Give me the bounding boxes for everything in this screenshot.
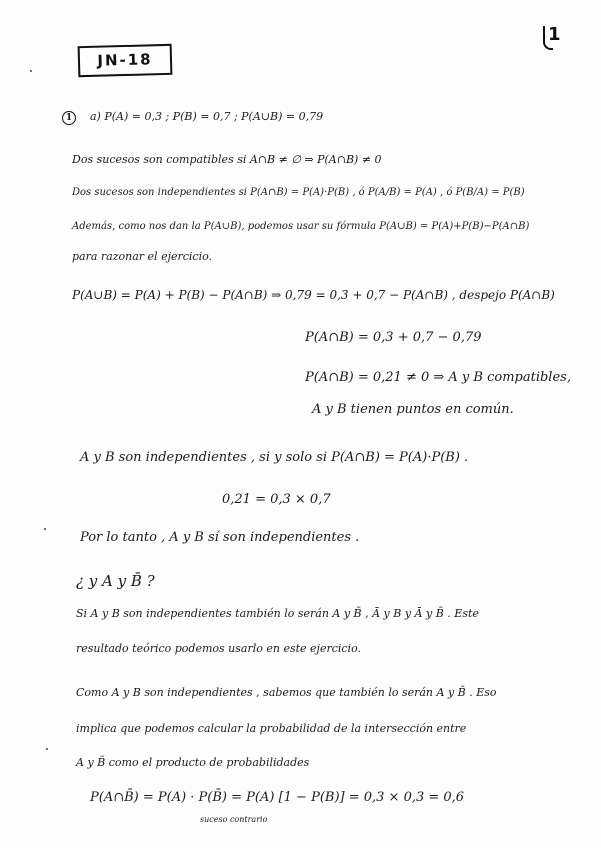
product-note: A y B̄ como el producto de probabilidades xyxy=(76,756,310,769)
independence-conclusion: Por lo tanto , A y B sí son independientes . xyxy=(80,530,360,545)
complement-independence: Como A y B son independientes , sabemos que también lo serán A y B̄ . Eso xyxy=(76,686,497,699)
complement-calculation: P(A∩B̄) = P(A) · P(B̄) = P(A) [1 − P(B)] = 0,3 × 0,3 = 0,6 xyxy=(90,790,465,805)
exercise-line-1 xyxy=(62,110,323,125)
exercise-number: 1 xyxy=(62,111,76,125)
reasoning-note: para razonar el ejercicio. xyxy=(72,250,213,263)
intersection-step: P(A∩B) = 0,3 + 0,7 − 0,79 xyxy=(305,330,482,345)
common-points-note: A y B tienen puntos en común. xyxy=(312,402,514,417)
margin-speck xyxy=(30,70,32,72)
independence-condition: A y B son independientes , si y solo si P(A∩B) = P(A)·P(B) . xyxy=(80,450,469,465)
union-equation: P(A∪B) = P(A) + P(B) − P(A∩B) ⇒ 0,79 = 0,3 + 0,7 − P(A∩B) , despejo P(A∩B) xyxy=(72,288,555,302)
union-formula-note: Además, como nos dan la P(A∪B), podemos usar su fórmula P(A∪B) = P(A)+P(B)−P(A∩B) xyxy=(72,221,530,232)
intersection-result: P(A∩B) = 0,21 ≠ 0 ⇒ A y B compatibles, xyxy=(305,370,571,385)
implication-line: implica que podemos calcular la probabilidad de la intersección entre xyxy=(76,722,467,735)
question-complement: ¿ y A y B̄ ? xyxy=(76,572,155,590)
compatible-definition: Dos sucesos son compatibles si A∩B ≠ ∅ ⇒ P(A∩B) ≠ 0 xyxy=(72,153,382,166)
complement-annotation: suceso contrario xyxy=(200,815,268,824)
independent-definition: Dos sucesos son independientes si P(A∩B) = P(A)·P(B) , ó P(A/B) = P(A) , ó P(B/A) = P(B) xyxy=(72,187,525,198)
independence-check: 0,21 = 0,3 × 0,7 xyxy=(222,492,331,507)
page-number: 1 xyxy=(548,24,561,45)
margin-speck xyxy=(46,748,48,750)
document-code-box xyxy=(78,44,173,77)
given-probabilities: a) P(A) = 0,3 ; P(B) = 0,7 ; P(A∪B) = 0,79 xyxy=(90,110,324,123)
margin-speck xyxy=(44,528,46,530)
document-code: JN-18 xyxy=(97,50,153,70)
theory-application: resultado teórico podemos usarlo en este ejercicio. xyxy=(76,642,362,655)
theory-statement: Si A y B son independientes también lo serán A y B̄ , Ā y B y Ā y B̄ . Este xyxy=(76,607,479,620)
